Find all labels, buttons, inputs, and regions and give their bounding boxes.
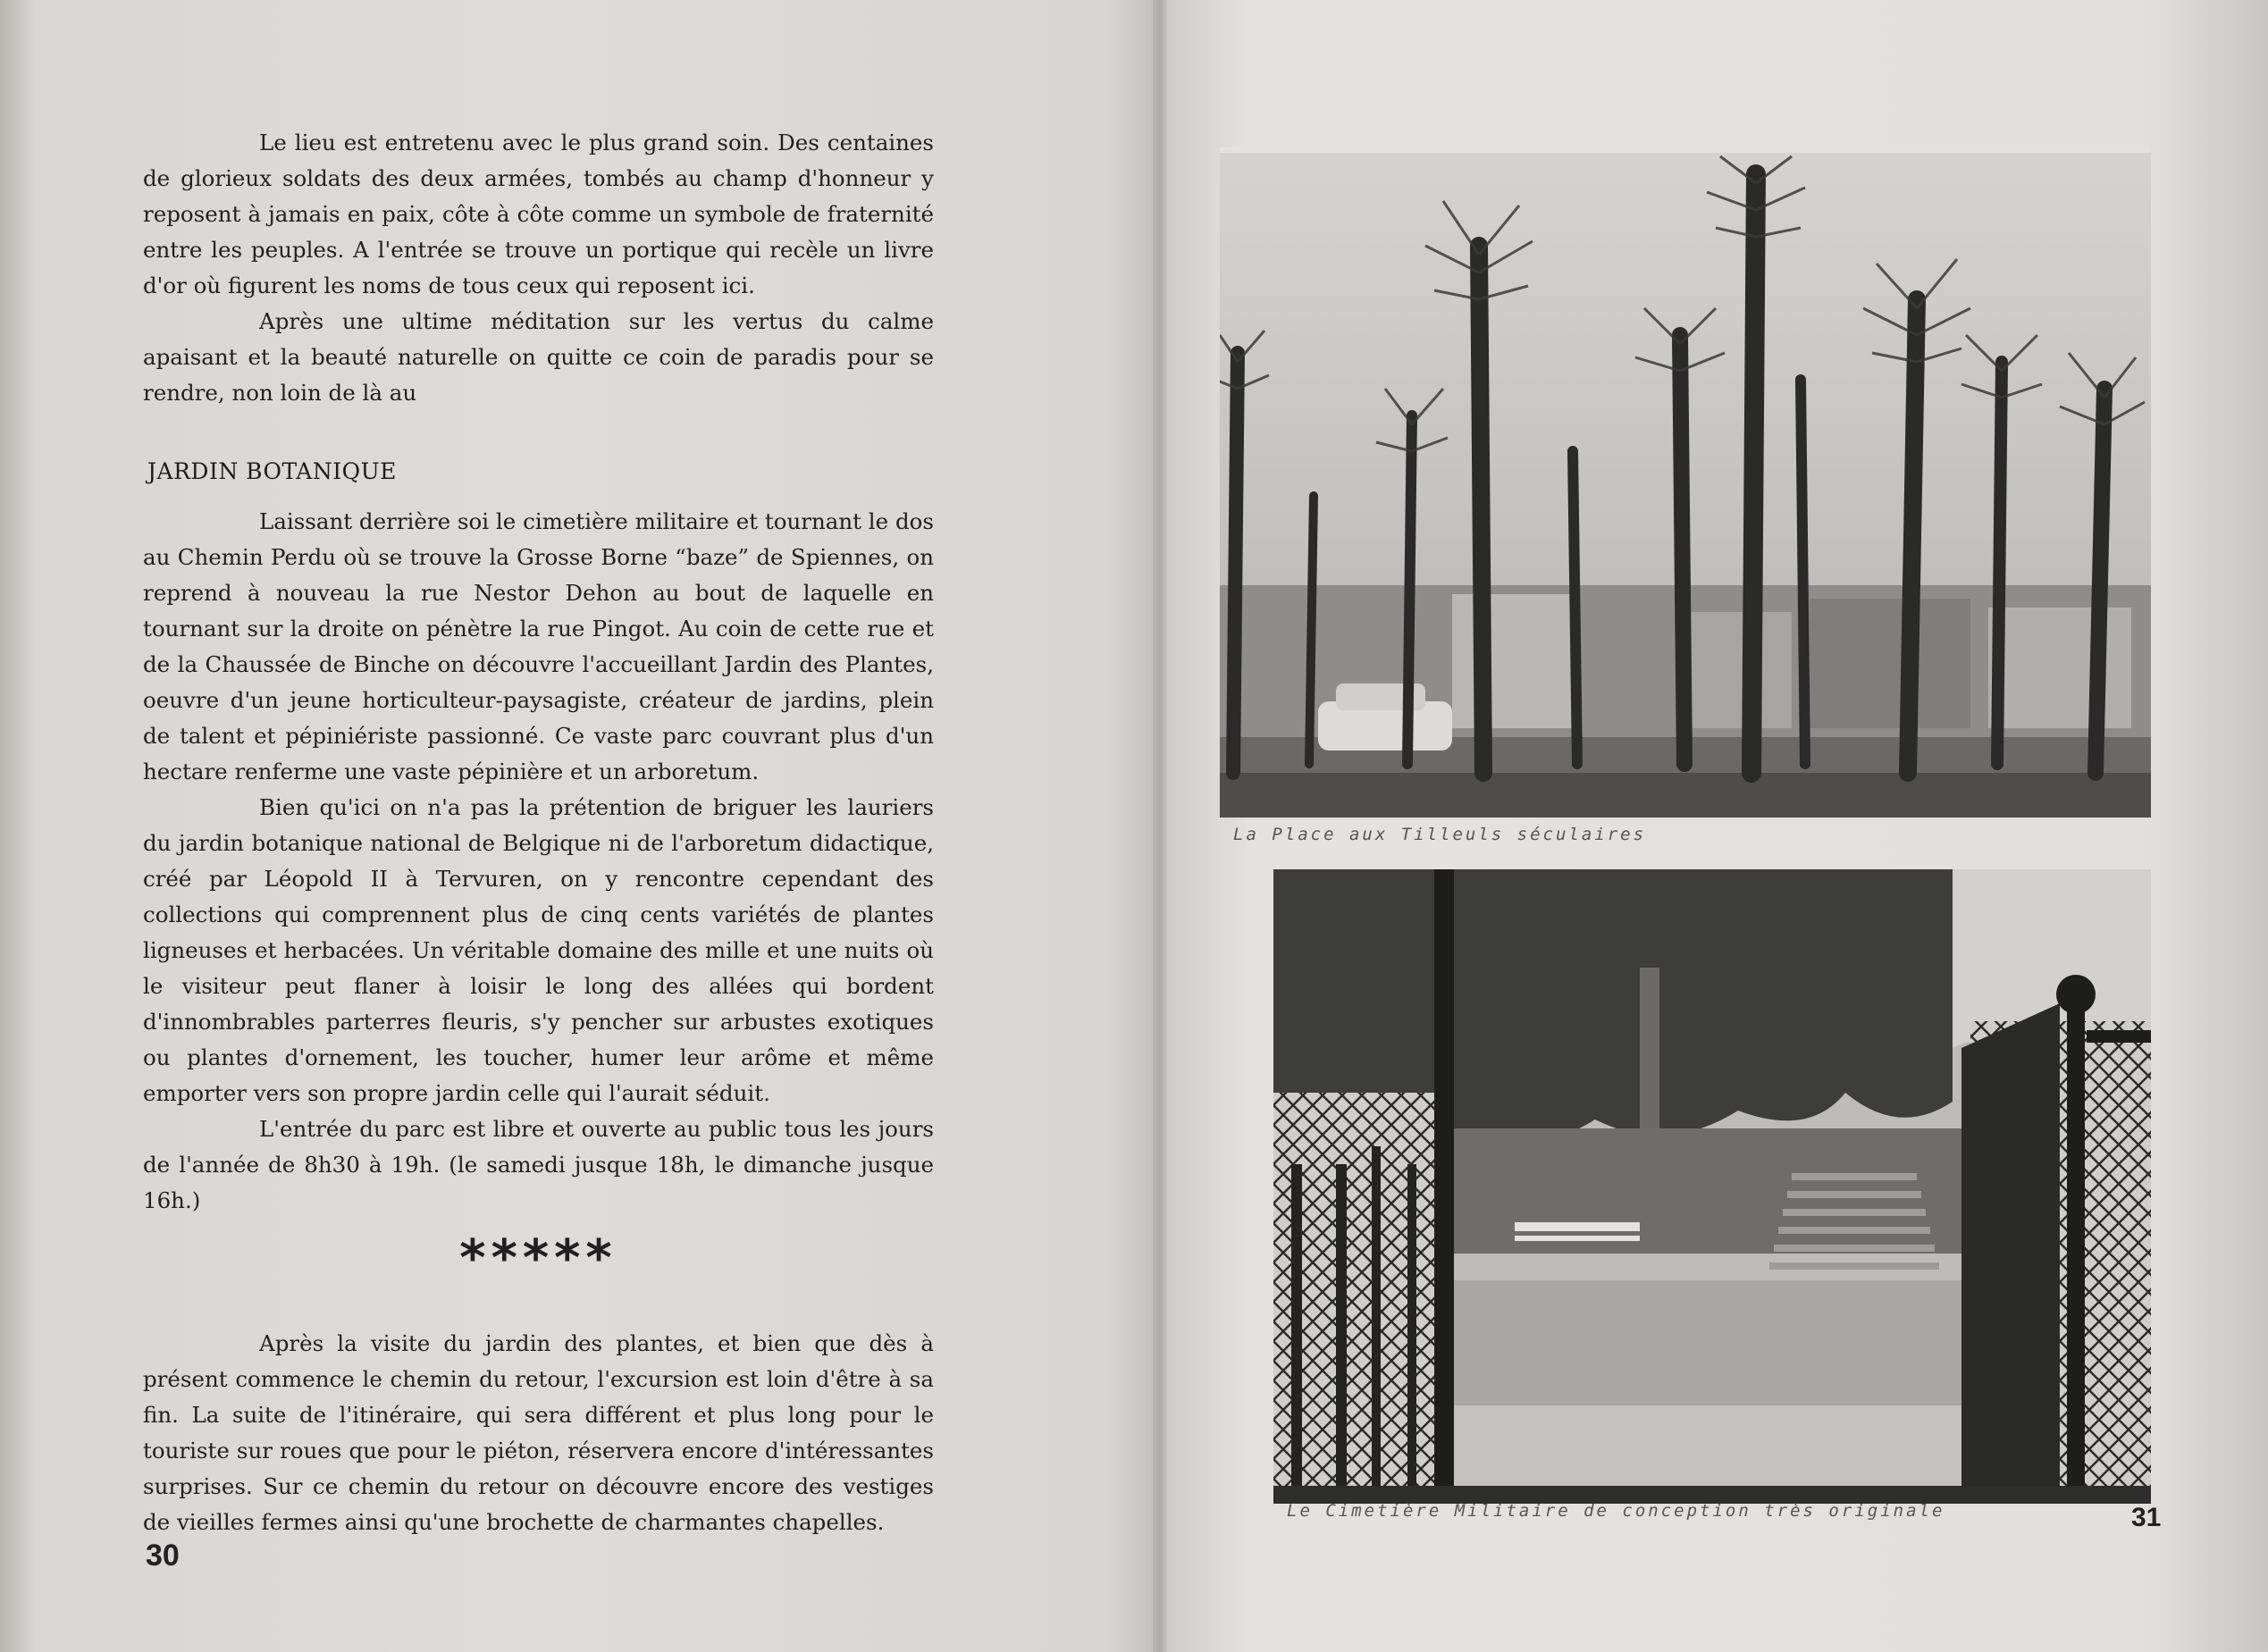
photo-cimetiere-militaire [1273,869,2151,1504]
paragraph-directions: Laissant derrière soi le cimetière militaire et tournant le dos au Chemin Perdu où se trouve la Grosse Borne “baze” de Spiennes, on reprend à nouveau la rue Nestor Dehon au bout de laquelle en tournant sur la droite on pénètre la rue Pingot. Au coin de cette rue et de la Chaussée de Binche on découvre l'accueillant Jardin des Plantes, oeuvre d'un jeune horticulteur-paysagiste, créateur de jardins, plein de talent et pépiniériste passionné. Ce vaste parc couvrant plus d'un hectare renferme une vaste pépinière et un arboretum. [143,508,934,784]
paragraph-return-journey: Après la visite du jardin des plantes, et bien que dès à présent commence le chemin du retour, l'excursion est loin d'être à sa fin. La suite de l'itinéraire, qui sera différent et plus long pour le touriste sur roues que pour le piéton, réservera encore d'intéressantes surprises. Sur ce chemin du retour on découvre encore des vestiges de vieilles fermes ainsi qu'une brochette de charmantes chapelles. [143,1330,934,1535]
paragraph-collections: Bien qu'ici on n'a pas la prétention de briguer les lauriers du jardin botanique national de Belgique ni de l'arboretum didactique, créé par Léopold II à Tervuren, on y rencontre cependant des collections qui comprennent plus de cinq cents variétés de plantes ligneuses et herbacées. Un véritable domaine des mille et une nuits où le visiteur peut flaner à loisir le long des allées qui bordent d'innombrables parterres fleuris, s'y pencher sur arbustes exotiques ou plantes d'ornement, les toucher, humer leur arôme et même emporter vers son propre jardin celle qui l'aurait séduit. [143,794,934,1106]
separator-stars: ***** [459,1229,617,1287]
page-number-right: 31 [2131,1503,2162,1532]
paragraph-opening-hours: L'entrée du parc est libre et ouverte au public tous les jours de l'année de 8h30 à 19h. (le samedi jusque 18h, le dimanche jusque 16h.) [143,1116,934,1213]
page-30-text [143,125,934,1540]
page-31 [1162,0,2268,1652]
paragraph-cemetery: Le lieu est entretenu avec le plus grand soin. Des centaines de glorieux soldats des deux armées, tombés au champ d'honneur y reposent à jamais en paix, côte à côte comme un symbole de fraternité entre les peuples. A l'entrée se trouve un portique qui recèle un livre d'or où figurent les noms de tous ceux qui reposent ici. [143,130,934,298]
caption-cimetiere-militaire: Le Cimetière Militaire de conception très originale [1287,1501,1945,1521]
photo-trees-illustration [1220,147,2151,818]
page-number-left: 30 [146,1539,180,1572]
paragraph-meditation: Après une ultime méditation sur les vertus du calme apaisant et la beauté naturelle on quitte ce coin de paradis pour se rendre, non loin de là au [143,308,934,406]
section-heading-jardin-botanique: JARDIN BOTANIQUE [147,458,397,484]
photo-place-aux-tilleuls [1220,147,2151,818]
caption-place-aux-tilleuls: La Place aux Tilleuls séculaires [1233,825,1647,844]
photo-cemetery-gate-illustration [1273,869,2151,1504]
